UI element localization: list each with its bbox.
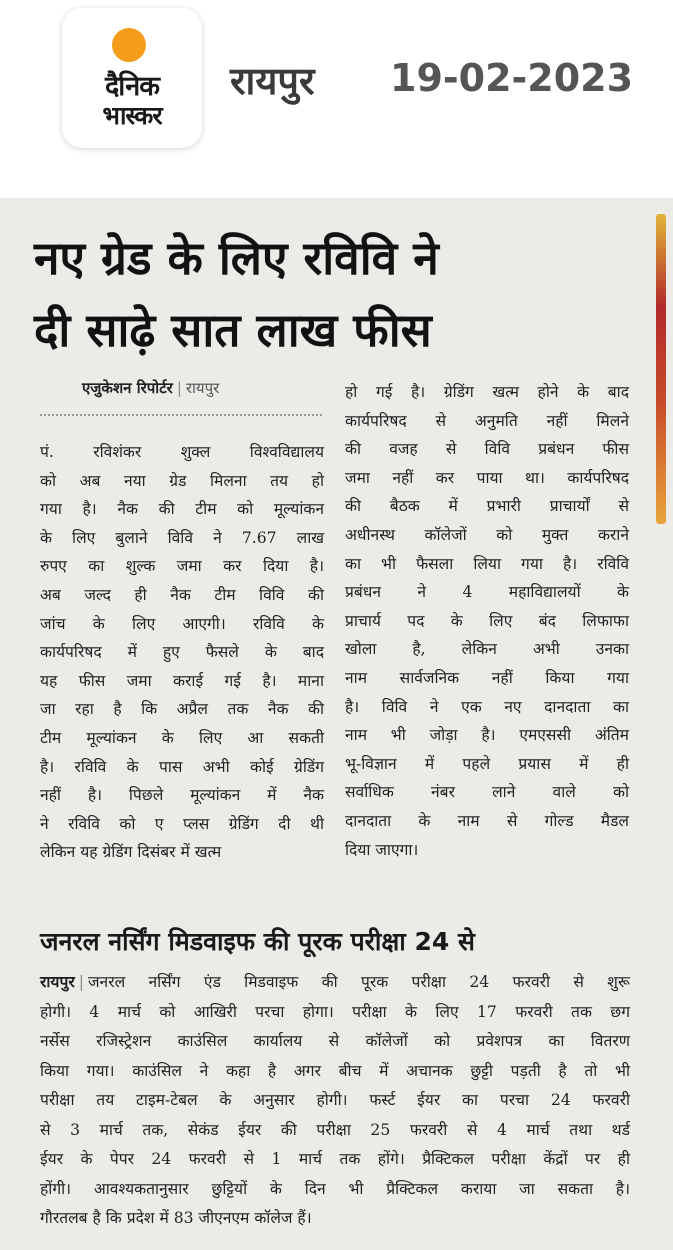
right-column-line: दानदाता के नाम से गोल्ड मैडल [345,811,629,830]
right-column-line: नाम सार्वजनिक नहीं किया गया [345,668,629,687]
brief-line: परीक्षा तय टाइम-टेबल के अनुसार होगी। फर्स्ट ईयर का परचा 24 फरवरी [40,1091,630,1109]
byline-place: रायपुर [185,379,220,397]
right-column-line: प्रबंधन ने 4 महाविद्यालयों के [345,583,629,602]
right-column-line: सर्वाधिक नंबर लाने वाले को [345,783,629,802]
left-column-line: कार्यपरिषद में हुए फैसले के बाद [40,643,324,662]
sun-icon [112,28,146,62]
brief-headline: जनरल नर्सिंग मिडवाइफ की पूरक परीक्षा 24 से [40,927,475,956]
left-column-line: नहीं है। पिछले मूल्यांकन में नैक [40,786,324,805]
brief-line: से 3 मार्च तक, सेकंड ईयर की परीक्षा 25 फरवरी से 4 मार्च तथा थर्ड [40,1120,630,1139]
adjacent-page-edge [656,214,666,524]
right-column-line: अधीनस्थ कॉलेजों को मुक्त कराने [345,525,629,544]
right-column-line: खोला है, लेकिन अभी उनका [345,640,629,659]
article-column-right [345,378,629,864]
dateline-separator: | [78,973,84,991]
brief-dateline: रायपुर [40,973,75,991]
brief-line: गौरतलब है कि प्रदेश में 83 जीएनएम कॉलेज हैं। [40,1209,312,1227]
right-column-line: का भी फैसला लिया गया है। रविवि [345,554,629,573]
brief-line [40,968,630,998]
left-column-line: रुपए का शुल्क जमा कर दिया है। [40,557,324,576]
brief-line: नर्सेस रजिस्ट्रेशन काउंसिल कार्यालय से कॉलेजों को प्रवेशपत्र का वितरण [40,1032,630,1050]
brief-line: किया गया। काउंसिल ने कहा है अगर बीच में अचानक छुट्टी पड़ती है तो भी [40,1061,630,1080]
byline-reporter: एजुकेशन रिपोर्टर [82,379,173,397]
left-column-line: को अब नया ग्रेड मिलना तय हो [40,471,324,490]
right-column-line: हो गई है। ग्रेडिंग खत्म होने के बाद [345,383,629,401]
left-column-line: टीम मूल्यांकन के लिए आ सकती [40,728,324,747]
edition-date: 19-02-2023 [390,56,634,100]
right-column-line: जमा नहीं कर पाया था। कार्यपरिषद [345,468,629,487]
brief-line: होगी। 4 मार्च को आखिरी परचा होगा। परीक्षा के लिए 17 फरवरी तक छग [40,1002,630,1021]
right-column-line: भू-विज्ञान में पहले प्रयास में ही [345,754,629,773]
left-column-line: गया है। नैक की टीम को मूल्यांकन [40,500,324,519]
logo-text-line1: दैनिक [104,71,160,102]
newspaper-logo [62,8,202,148]
byline-separator: | [176,379,182,397]
header [0,0,673,170]
left-column-line: के लिए बुलाने विवि ने 7.67 लाख [40,528,324,547]
logo-text-line2: भास्कर [102,101,162,130]
left-column-line: पं. रविशंकर शुक्ल विश्वविद्यालय [40,443,324,461]
brief-body [40,968,630,1234]
right-column-line: की वजह से विवि प्रबंधन फीस [345,440,629,459]
brief-line: होंगी। आवश्यकतानुसार छुट्टियों के दिन भी प्रैक्टिकल कराया जा सकता है। [40,1179,630,1198]
left-column-line: लेकिन यह ग्रेडिंग दिसंबर में खत्म [40,843,222,862]
headline-line: दी साढ़े सात लाख फीस [34,303,432,357]
right-column-line: प्राचार्य पद के लिए बंद लिफाफा [345,611,629,630]
byline [82,378,219,398]
headline-line: नए ग्रेड के लिए रविवि ने [34,231,439,285]
right-column-line: कार्यपरिषद से अनुमति नहीं मिलने [345,411,629,430]
edition-city: रायपुर [230,59,315,103]
brief-first-line: जनरल नर्सिंग एंड मिडवाइफ की पूरक परीक्षा 24 फरवरी से शुरू [87,973,630,991]
byline-divider [40,414,322,416]
article-headline [34,222,634,366]
left-column-line: जा रहा है कि अप्रैल तक नैक की [40,700,324,719]
left-column-line: ने रविवि को ए प्लस ग्रेडिंग दी थी [40,814,324,833]
brief-line: ईयर के पेपर 24 फरवरी से 1 मार्च तक होंगे। प्रैक्टिकल परीक्षा केंद्रों पर ही [40,1150,630,1168]
article-column-left [40,438,324,867]
left-column-line: जांच के लिए आएगी। रविवि के [40,614,324,633]
right-column-line: की बैठक में प्रभारी प्राचार्यों से [345,497,629,516]
right-column-line: नाम भी जोड़ा है। एमएससी अंतिम [345,726,629,745]
left-column-line: है। रविवि के पास अभी कोई ग्रेडिंग [40,757,324,776]
right-column-line: है। विवि ने एक नए दानदाता का [345,697,629,716]
left-column-line: यह फीस जमा कराई गई है। माना [40,671,324,690]
left-column-line: अब जल्द ही नैक टीम विवि की [40,585,324,604]
right-column-line: दिया जाएगा। [345,840,419,859]
